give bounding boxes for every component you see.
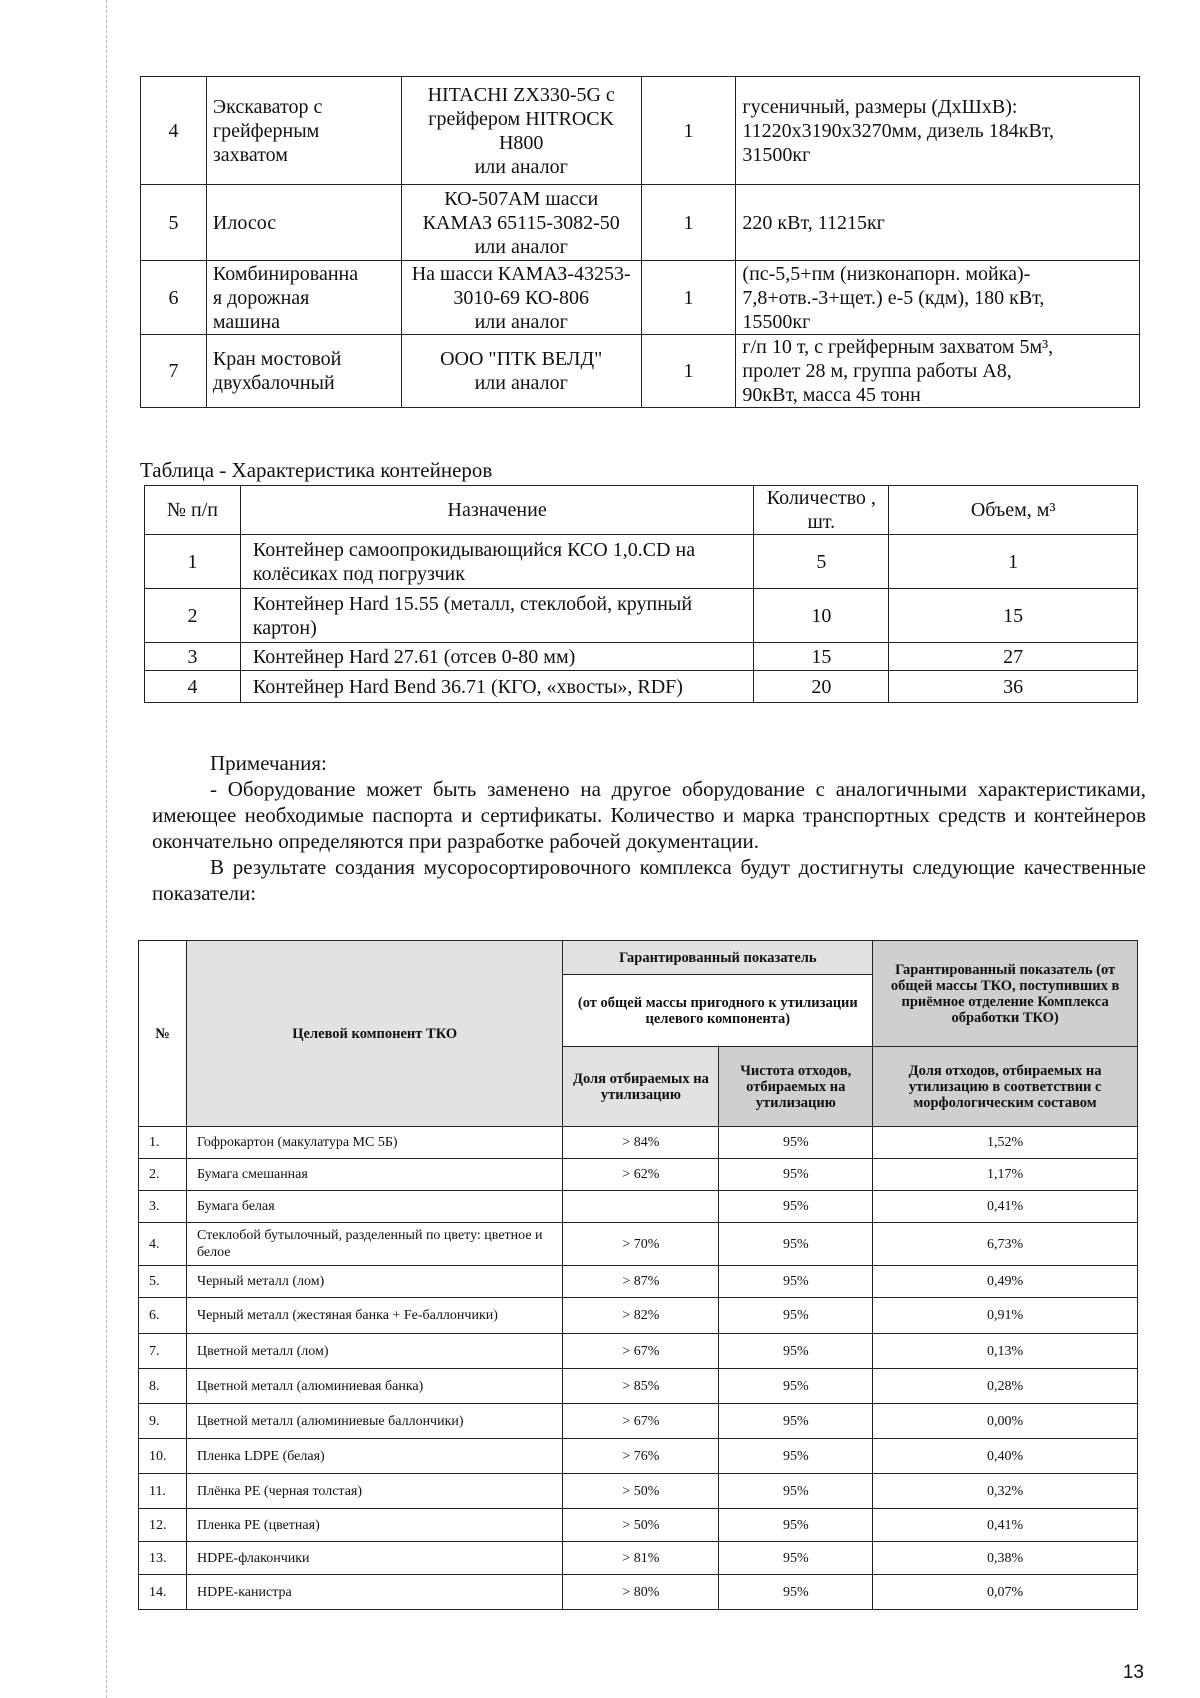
indicator-row bbox=[139, 1369, 1138, 1404]
equipment-specs bbox=[736, 261, 1140, 335]
equipment-qty: 1 bbox=[641, 261, 736, 335]
indicator-row bbox=[139, 1266, 1138, 1298]
equipment-specs bbox=[736, 335, 1140, 408]
equipment-model bbox=[401, 335, 641, 408]
cell-line: или аналог bbox=[474, 155, 568, 178]
indicator-row bbox=[139, 1159, 1138, 1191]
indicator-purity: 95% bbox=[719, 1509, 873, 1542]
indicator-name: Бумага белая bbox=[186, 1191, 563, 1223]
cell-line: 7,8+отв.-3+щет.) е-5 (кдм), 180 кВт, bbox=[742, 286, 1045, 309]
col-header-volume: Объем, м³ bbox=[889, 486, 1138, 535]
indicator-name: Черный металл (жестяная банка + Fe-баллончики) bbox=[186, 1298, 563, 1334]
container-volume: 1 bbox=[889, 535, 1138, 589]
cell-line: или аналог bbox=[474, 235, 568, 258]
indicator-name: Цветной металл (алюминиевые баллончики) bbox=[186, 1404, 563, 1439]
indicator-num: 1. bbox=[139, 1127, 187, 1159]
cell-line: (пс-5,5+пм (низконапорн. мойка)- bbox=[742, 262, 1031, 285]
indicator-row bbox=[139, 1127, 1138, 1159]
equipment-qty: 1 bbox=[641, 77, 736, 185]
indicator-num: 5. bbox=[139, 1266, 187, 1298]
indicator-share: > 50% bbox=[563, 1509, 719, 1542]
indicator-total: 0,41% bbox=[873, 1509, 1138, 1542]
equipment-model bbox=[401, 77, 641, 185]
indicator-row bbox=[139, 1191, 1138, 1223]
indicator-purity: 95% bbox=[719, 1191, 873, 1223]
cell-line: ООО "ПТК ВЕЛД" bbox=[440, 348, 603, 370]
ind-header-share: Доля отбираемых на утилизацию bbox=[563, 1047, 719, 1127]
indicator-share: > 81% bbox=[563, 1542, 719, 1575]
indicator-purity: 95% bbox=[719, 1266, 873, 1298]
indicator-share: > 87% bbox=[563, 1266, 719, 1298]
page-number: 13 bbox=[1122, 1662, 1144, 1683]
equipment-num: 7 bbox=[141, 335, 207, 408]
cell-line: г/п 10 т, с грейферным захватом 5м³, bbox=[742, 336, 1054, 358]
indicator-row bbox=[139, 1439, 1138, 1474]
indicator-name: Цветной металл (алюминиевая банка) bbox=[186, 1369, 563, 1404]
indicator-name: Бумага смешанная bbox=[186, 1159, 563, 1191]
indicator-total: 0,32% bbox=[873, 1474, 1138, 1509]
equipment-model bbox=[401, 185, 641, 261]
indicator-total: 0,40% bbox=[873, 1439, 1138, 1474]
container-qty: 15 bbox=[754, 643, 889, 671]
cell-line: На шасси КАМАЗ-43253- bbox=[411, 262, 631, 285]
notes-title: Примечания: bbox=[210, 751, 327, 775]
cell-line: я дорожная bbox=[212, 286, 310, 309]
indicator-share: > 67% bbox=[563, 1404, 719, 1439]
indicator-total: 0,38% bbox=[873, 1542, 1138, 1575]
notes-section bbox=[152, 750, 1146, 906]
indicator-name: Плёнка PE (черная толстая) bbox=[186, 1474, 563, 1509]
indicator-share bbox=[563, 1191, 719, 1223]
equipment-table bbox=[140, 76, 1140, 408]
equipment-num: 5 bbox=[141, 185, 207, 261]
cell-line: Илосос bbox=[212, 211, 277, 234]
indicator-name: Цветной металл (лом) bbox=[186, 1334, 563, 1369]
indicator-share: > 50% bbox=[563, 1474, 719, 1509]
indicator-num: 7. bbox=[139, 1334, 187, 1369]
container-row bbox=[145, 671, 1138, 703]
indicator-total: 1,17% bbox=[873, 1159, 1138, 1191]
container-purpose: Контейнер Hard 15.55 (металл, стеклобой, крупный картон) bbox=[240, 589, 753, 643]
equipment-row bbox=[141, 77, 1140, 185]
ind-header-guaranteed: Гарантированный показатель bbox=[563, 941, 873, 975]
cell-line: 90кВт, масса 45 тонн bbox=[742, 384, 921, 406]
indicator-share: > 80% bbox=[563, 1575, 719, 1610]
ind-header-purity: Чистота отходов, отбираемых на утилизацию bbox=[719, 1047, 873, 1127]
indicator-share: > 76% bbox=[563, 1439, 719, 1474]
indicator-purity: 95% bbox=[719, 1127, 873, 1159]
cell-line: пролет 28 м, группа работы А8, bbox=[742, 360, 1012, 382]
indicator-total: 0,00% bbox=[873, 1404, 1138, 1439]
ind-header-guaranteed-total: Гарантированный показатель (от общей массы ТКО, поступивших в приёмное отделение Комплекса обработки ТКО) bbox=[873, 941, 1138, 1047]
cell-line: захватом bbox=[212, 143, 288, 166]
indicator-num: 9. bbox=[139, 1404, 187, 1439]
equipment-name bbox=[206, 335, 401, 408]
indicator-total: 6,73% bbox=[873, 1223, 1138, 1266]
container-row bbox=[145, 643, 1138, 671]
container-purpose: Контейнер Hard Bend 36.71 (КГО, «хвосты», RDF) bbox=[240, 671, 753, 703]
indicator-name: Гофрокартон (макулатура МС 5Б) bbox=[186, 1127, 563, 1159]
indicator-purity: 95% bbox=[719, 1223, 873, 1266]
indicator-purity: 95% bbox=[719, 1439, 873, 1474]
indicator-num: 2. bbox=[139, 1159, 187, 1191]
indicator-row bbox=[139, 1509, 1138, 1542]
ind-header-component: Целевой компонент ТКО bbox=[186, 941, 563, 1127]
cell-line: КО-507АМ шасси bbox=[444, 187, 599, 210]
container-num: 1 bbox=[145, 535, 241, 589]
equipment-num: 6 bbox=[141, 261, 207, 335]
cell-line: HITACHI ZX330-5G с bbox=[427, 83, 615, 106]
container-qty: 5 bbox=[754, 535, 889, 589]
equipment-name bbox=[206, 77, 401, 185]
indicator-num: 10. bbox=[139, 1439, 187, 1474]
indicator-purity: 95% bbox=[719, 1542, 873, 1575]
indicator-total: 1,52% bbox=[873, 1127, 1138, 1159]
indicator-name: Пленка LDPE (белая) bbox=[186, 1439, 563, 1474]
indicator-row bbox=[139, 1404, 1138, 1439]
indicator-purity: 95% bbox=[719, 1159, 873, 1191]
equipment-qty: 1 bbox=[641, 335, 736, 408]
indicator-share: > 67% bbox=[563, 1334, 719, 1369]
indicator-row bbox=[139, 1334, 1138, 1369]
indicator-share: > 85% bbox=[563, 1369, 719, 1404]
container-volume: 27 bbox=[889, 643, 1138, 671]
cell-line: 220 кВт, 11215кг bbox=[742, 211, 885, 234]
indicator-total: 0,91% bbox=[873, 1298, 1138, 1334]
cell-line: или аналог bbox=[474, 372, 568, 394]
cell-line: гусеничный, размеры (ДхШхВ): bbox=[742, 95, 1018, 118]
cell-line: 11220х3190х3270мм, дизель 184кВт, bbox=[742, 119, 1055, 142]
indicator-num: 3. bbox=[139, 1191, 187, 1223]
ind-header-num: № bbox=[139, 941, 187, 1127]
container-volume: 36 bbox=[889, 671, 1138, 703]
cell-line: машина bbox=[212, 310, 280, 333]
indicator-num: 8. bbox=[139, 1369, 187, 1404]
indicator-share: > 62% bbox=[563, 1159, 719, 1191]
cell-line: двухбалочный bbox=[212, 372, 335, 394]
cell-line: Кран мостовой bbox=[212, 348, 342, 370]
indicator-share: > 82% bbox=[563, 1298, 719, 1334]
equipment-row bbox=[141, 335, 1140, 408]
indicator-purity: 95% bbox=[719, 1298, 873, 1334]
indicators-table bbox=[138, 940, 1138, 1610]
indicator-total: 0,28% bbox=[873, 1369, 1138, 1404]
indicator-num: 4. bbox=[139, 1223, 187, 1266]
cell-line: КАМАЗ 65115-3082-50 bbox=[422, 211, 620, 234]
indicator-total: 0,07% bbox=[873, 1575, 1138, 1610]
indicator-share: > 70% bbox=[563, 1223, 719, 1266]
cell-line: Экскаватор с bbox=[212, 95, 323, 118]
containers-table bbox=[144, 485, 1138, 703]
equipment-specs bbox=[736, 77, 1140, 185]
col-header-purpose: Назначение bbox=[240, 486, 753, 535]
cell-line: H800 bbox=[498, 131, 544, 154]
equipment-model bbox=[401, 261, 641, 335]
indicator-purity: 95% bbox=[719, 1575, 873, 1610]
cell-line: или аналог bbox=[474, 310, 568, 333]
indicator-num: 14. bbox=[139, 1575, 187, 1610]
cell-line: 15500кг bbox=[742, 310, 811, 333]
indicator-row bbox=[139, 1223, 1138, 1266]
indicator-purity: 95% bbox=[719, 1404, 873, 1439]
indicator-row bbox=[139, 1474, 1138, 1509]
indicator-purity: 95% bbox=[719, 1369, 873, 1404]
col-header-qty: Количество , шт. bbox=[754, 486, 889, 535]
equipment-num: 4 bbox=[141, 77, 207, 185]
equipment-specs bbox=[736, 185, 1140, 261]
page-edge-line bbox=[106, 0, 108, 1698]
container-num: 2 bbox=[145, 589, 241, 643]
indicator-total: 0,41% bbox=[873, 1191, 1138, 1223]
indicator-num: 6. bbox=[139, 1298, 187, 1334]
container-purpose: Контейнер Hard 27.61 (отсев 0-80 мм) bbox=[240, 643, 753, 671]
indicator-name: Стеклобой бутылочный, разделенный по цвету: цветное и белое bbox=[186, 1223, 563, 1266]
notes-paragraph-2: В результате создания мусоросортировочного комплекса будут достигнуты следующие качественные показатели: bbox=[152, 855, 1146, 905]
container-num: 3 bbox=[145, 643, 241, 671]
equipment-row bbox=[141, 261, 1140, 335]
indicator-row bbox=[139, 1542, 1138, 1575]
notes-paragraph-1: - Оборудование может быть заменено на другое оборудование с аналогичными характеристиками, имеющее необходимые паспорта и сертификаты. Количество и марка транспортных средств и контейнеров окончательно определяются при разработке рабочей документации. bbox=[152, 777, 1146, 853]
indicator-num: 13. bbox=[139, 1542, 187, 1575]
indicator-name: HDPE-канистра bbox=[186, 1575, 563, 1610]
col-header-num: № п/п bbox=[145, 486, 241, 535]
container-purpose: Контейнер самоопрокидывающийся КСО 1,0.CD на колёсиках под погрузчик bbox=[240, 535, 753, 589]
indicator-num: 11. bbox=[139, 1474, 187, 1509]
indicator-name: Пленка PE (цветная) bbox=[186, 1509, 563, 1542]
ind-header-guaranteed-sub: (от общей массы пригодного к утилизации целевого компонента) bbox=[563, 975, 873, 1047]
indicator-name: HDPE-флакончики bbox=[186, 1542, 563, 1575]
indicator-row bbox=[139, 1575, 1138, 1610]
ind-header-share-total: Доля отходов, отбираемых на утилизацию в соответствии с морфологическим составом bbox=[873, 1047, 1138, 1127]
container-volume: 15 bbox=[889, 589, 1138, 643]
container-row bbox=[145, 589, 1138, 643]
indicator-purity: 95% bbox=[719, 1474, 873, 1509]
indicator-num: 12. bbox=[139, 1509, 187, 1542]
indicator-name: Черный металл (лом) bbox=[186, 1266, 563, 1298]
container-qty: 10 bbox=[754, 589, 889, 643]
indicator-purity: 95% bbox=[719, 1334, 873, 1369]
indicator-total: 0,49% bbox=[873, 1266, 1138, 1298]
equipment-qty: 1 bbox=[641, 185, 736, 261]
container-qty: 20 bbox=[754, 671, 889, 703]
cell-line: Комбинированна bbox=[212, 262, 359, 285]
indicator-row bbox=[139, 1298, 1138, 1334]
cell-line: 31500кг bbox=[742, 143, 811, 166]
containers-caption: Таблица - Характеристика контейнеров bbox=[140, 458, 493, 482]
container-row bbox=[145, 535, 1138, 589]
equipment-name bbox=[206, 185, 401, 261]
cell-line: 3010-69 КО-806 bbox=[453, 286, 589, 309]
indicator-total: 0,13% bbox=[873, 1334, 1138, 1369]
container-num: 4 bbox=[145, 671, 241, 703]
indicator-share: > 84% bbox=[563, 1127, 719, 1159]
cell-line: грейферным bbox=[212, 119, 320, 142]
equipment-name bbox=[206, 261, 401, 335]
cell-line: грейфером HITROCK bbox=[428, 107, 615, 130]
equipment-row bbox=[141, 185, 1140, 261]
